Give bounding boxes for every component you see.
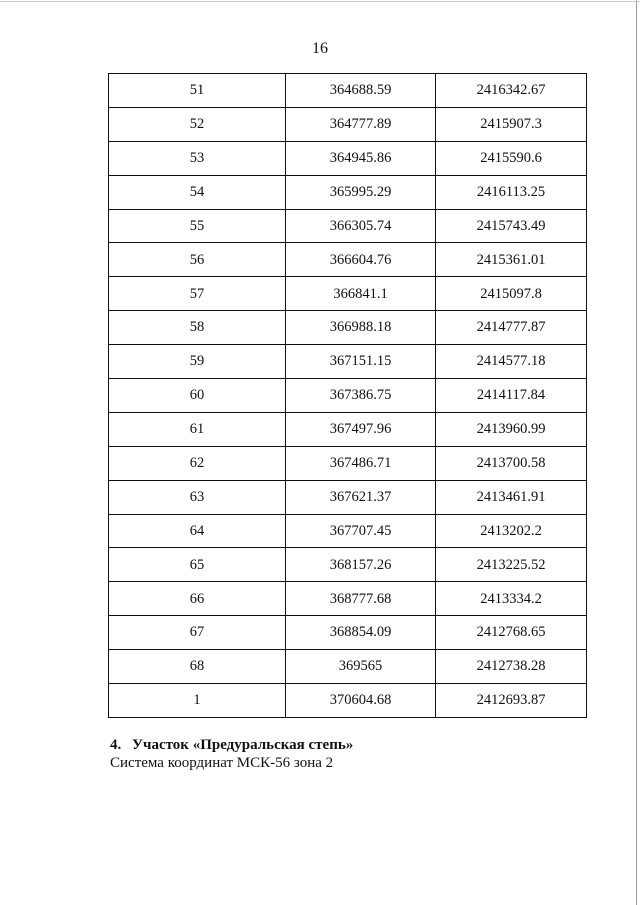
- x-coordinate-cell: 366305.74: [286, 209, 436, 243]
- y-coordinate-cell: 2413334.2: [436, 582, 587, 616]
- point-number-cell: 66: [109, 582, 286, 616]
- y-coordinate-cell: 2412738.28: [436, 650, 587, 684]
- point-number-cell: 55: [109, 209, 286, 243]
- table-row: [109, 345, 587, 379]
- point-number-cell: 52: [109, 107, 286, 141]
- x-coordinate-cell: 367151.15: [286, 345, 436, 379]
- x-coordinate-cell: 370604.68: [286, 684, 436, 718]
- y-coordinate-cell: 2415590.6: [436, 141, 587, 175]
- x-coordinate-cell: 367386.75: [286, 379, 436, 413]
- x-coordinate-cell: 365995.29: [286, 175, 436, 209]
- y-coordinate-cell: 2415743.49: [436, 209, 587, 243]
- y-coordinate-cell: 2415097.8: [436, 277, 587, 311]
- point-number-cell: 65: [109, 548, 286, 582]
- table-row: [109, 107, 587, 141]
- y-coordinate-cell: 2416113.25: [436, 175, 587, 209]
- table-row: [109, 311, 587, 345]
- y-coordinate-cell: 2412693.87: [436, 684, 587, 718]
- table-row: [109, 480, 587, 514]
- table-row: [109, 141, 587, 175]
- y-coordinate-cell: 2414117.84: [436, 379, 587, 413]
- y-coordinate-cell: 2414577.18: [436, 345, 587, 379]
- x-coordinate-cell: 367486.71: [286, 446, 436, 480]
- x-coordinate-cell: 367707.45: [286, 514, 436, 548]
- table-row: [109, 616, 587, 650]
- point-number-cell: 58: [109, 311, 286, 345]
- table-row: [109, 650, 587, 684]
- y-coordinate-cell: 2415361.01: [436, 243, 587, 277]
- point-number-cell: 63: [109, 480, 286, 514]
- y-coordinate-cell: 2413202.2: [436, 514, 587, 548]
- y-coordinate-cell: 2416342.67: [436, 74, 587, 108]
- y-coordinate-cell: 2414777.87: [436, 311, 587, 345]
- scan-top-line: [0, 1, 640, 2]
- point-number-cell: 54: [109, 175, 286, 209]
- section-title: Участок «Предуральская степь»: [132, 737, 354, 753]
- table-row: [109, 277, 587, 311]
- table-row: [109, 175, 587, 209]
- x-coordinate-cell: 366988.18: [286, 311, 436, 345]
- y-coordinate-cell: 2413960.99: [436, 412, 587, 446]
- page-number: 16: [312, 40, 328, 57]
- coordinates-table-body: [109, 74, 587, 718]
- table-row: [109, 379, 587, 413]
- coordinate-system-label: Система координат МСК-56 зона 2: [110, 755, 334, 771]
- x-coordinate-cell: 369565: [286, 650, 436, 684]
- x-coordinate-cell: 368854.09: [286, 616, 436, 650]
- x-coordinate-cell: 366604.76: [286, 243, 436, 277]
- point-number-cell: 56: [109, 243, 286, 277]
- x-coordinate-cell: 364777.89: [286, 107, 436, 141]
- table-row: [109, 74, 587, 108]
- y-coordinate-cell: 2412768.65: [436, 616, 587, 650]
- point-number-cell: 53: [109, 141, 286, 175]
- point-number-cell: 67: [109, 616, 286, 650]
- x-coordinate-cell: 367497.96: [286, 412, 436, 446]
- point-number-cell: 1: [109, 684, 286, 718]
- scan-edge-line: [636, 0, 637, 905]
- point-number-cell: 62: [109, 446, 286, 480]
- table-row: [109, 582, 587, 616]
- y-coordinate-cell: 2413700.58: [436, 446, 587, 480]
- y-coordinate-cell: 2415907.3: [436, 107, 587, 141]
- table-row: [109, 446, 587, 480]
- x-coordinate-cell: 368777.68: [286, 582, 436, 616]
- point-number-cell: 57: [109, 277, 286, 311]
- point-number-cell: 51: [109, 74, 286, 108]
- x-coordinate-cell: 368157.26: [286, 548, 436, 582]
- table-row: [109, 412, 587, 446]
- table-row: [109, 548, 587, 582]
- table-row: [109, 243, 587, 277]
- section-heading: [110, 737, 353, 754]
- y-coordinate-cell: 2413461.91: [436, 480, 587, 514]
- x-coordinate-cell: 367621.37: [286, 480, 436, 514]
- table-row: [109, 514, 587, 548]
- coordinates-table: [108, 73, 587, 718]
- point-number-cell: 60: [109, 379, 286, 413]
- point-number-cell: 68: [109, 650, 286, 684]
- table-row: [109, 684, 587, 718]
- section-number: 4.: [110, 737, 122, 753]
- point-number-cell: 61: [109, 412, 286, 446]
- y-coordinate-cell: 2413225.52: [436, 548, 587, 582]
- x-coordinate-cell: 364945.86: [286, 141, 436, 175]
- x-coordinate-cell: 364688.59: [286, 74, 436, 108]
- point-number-cell: 59: [109, 345, 286, 379]
- point-number-cell: 64: [109, 514, 286, 548]
- x-coordinate-cell: 366841.1: [286, 277, 436, 311]
- table-row: [109, 209, 587, 243]
